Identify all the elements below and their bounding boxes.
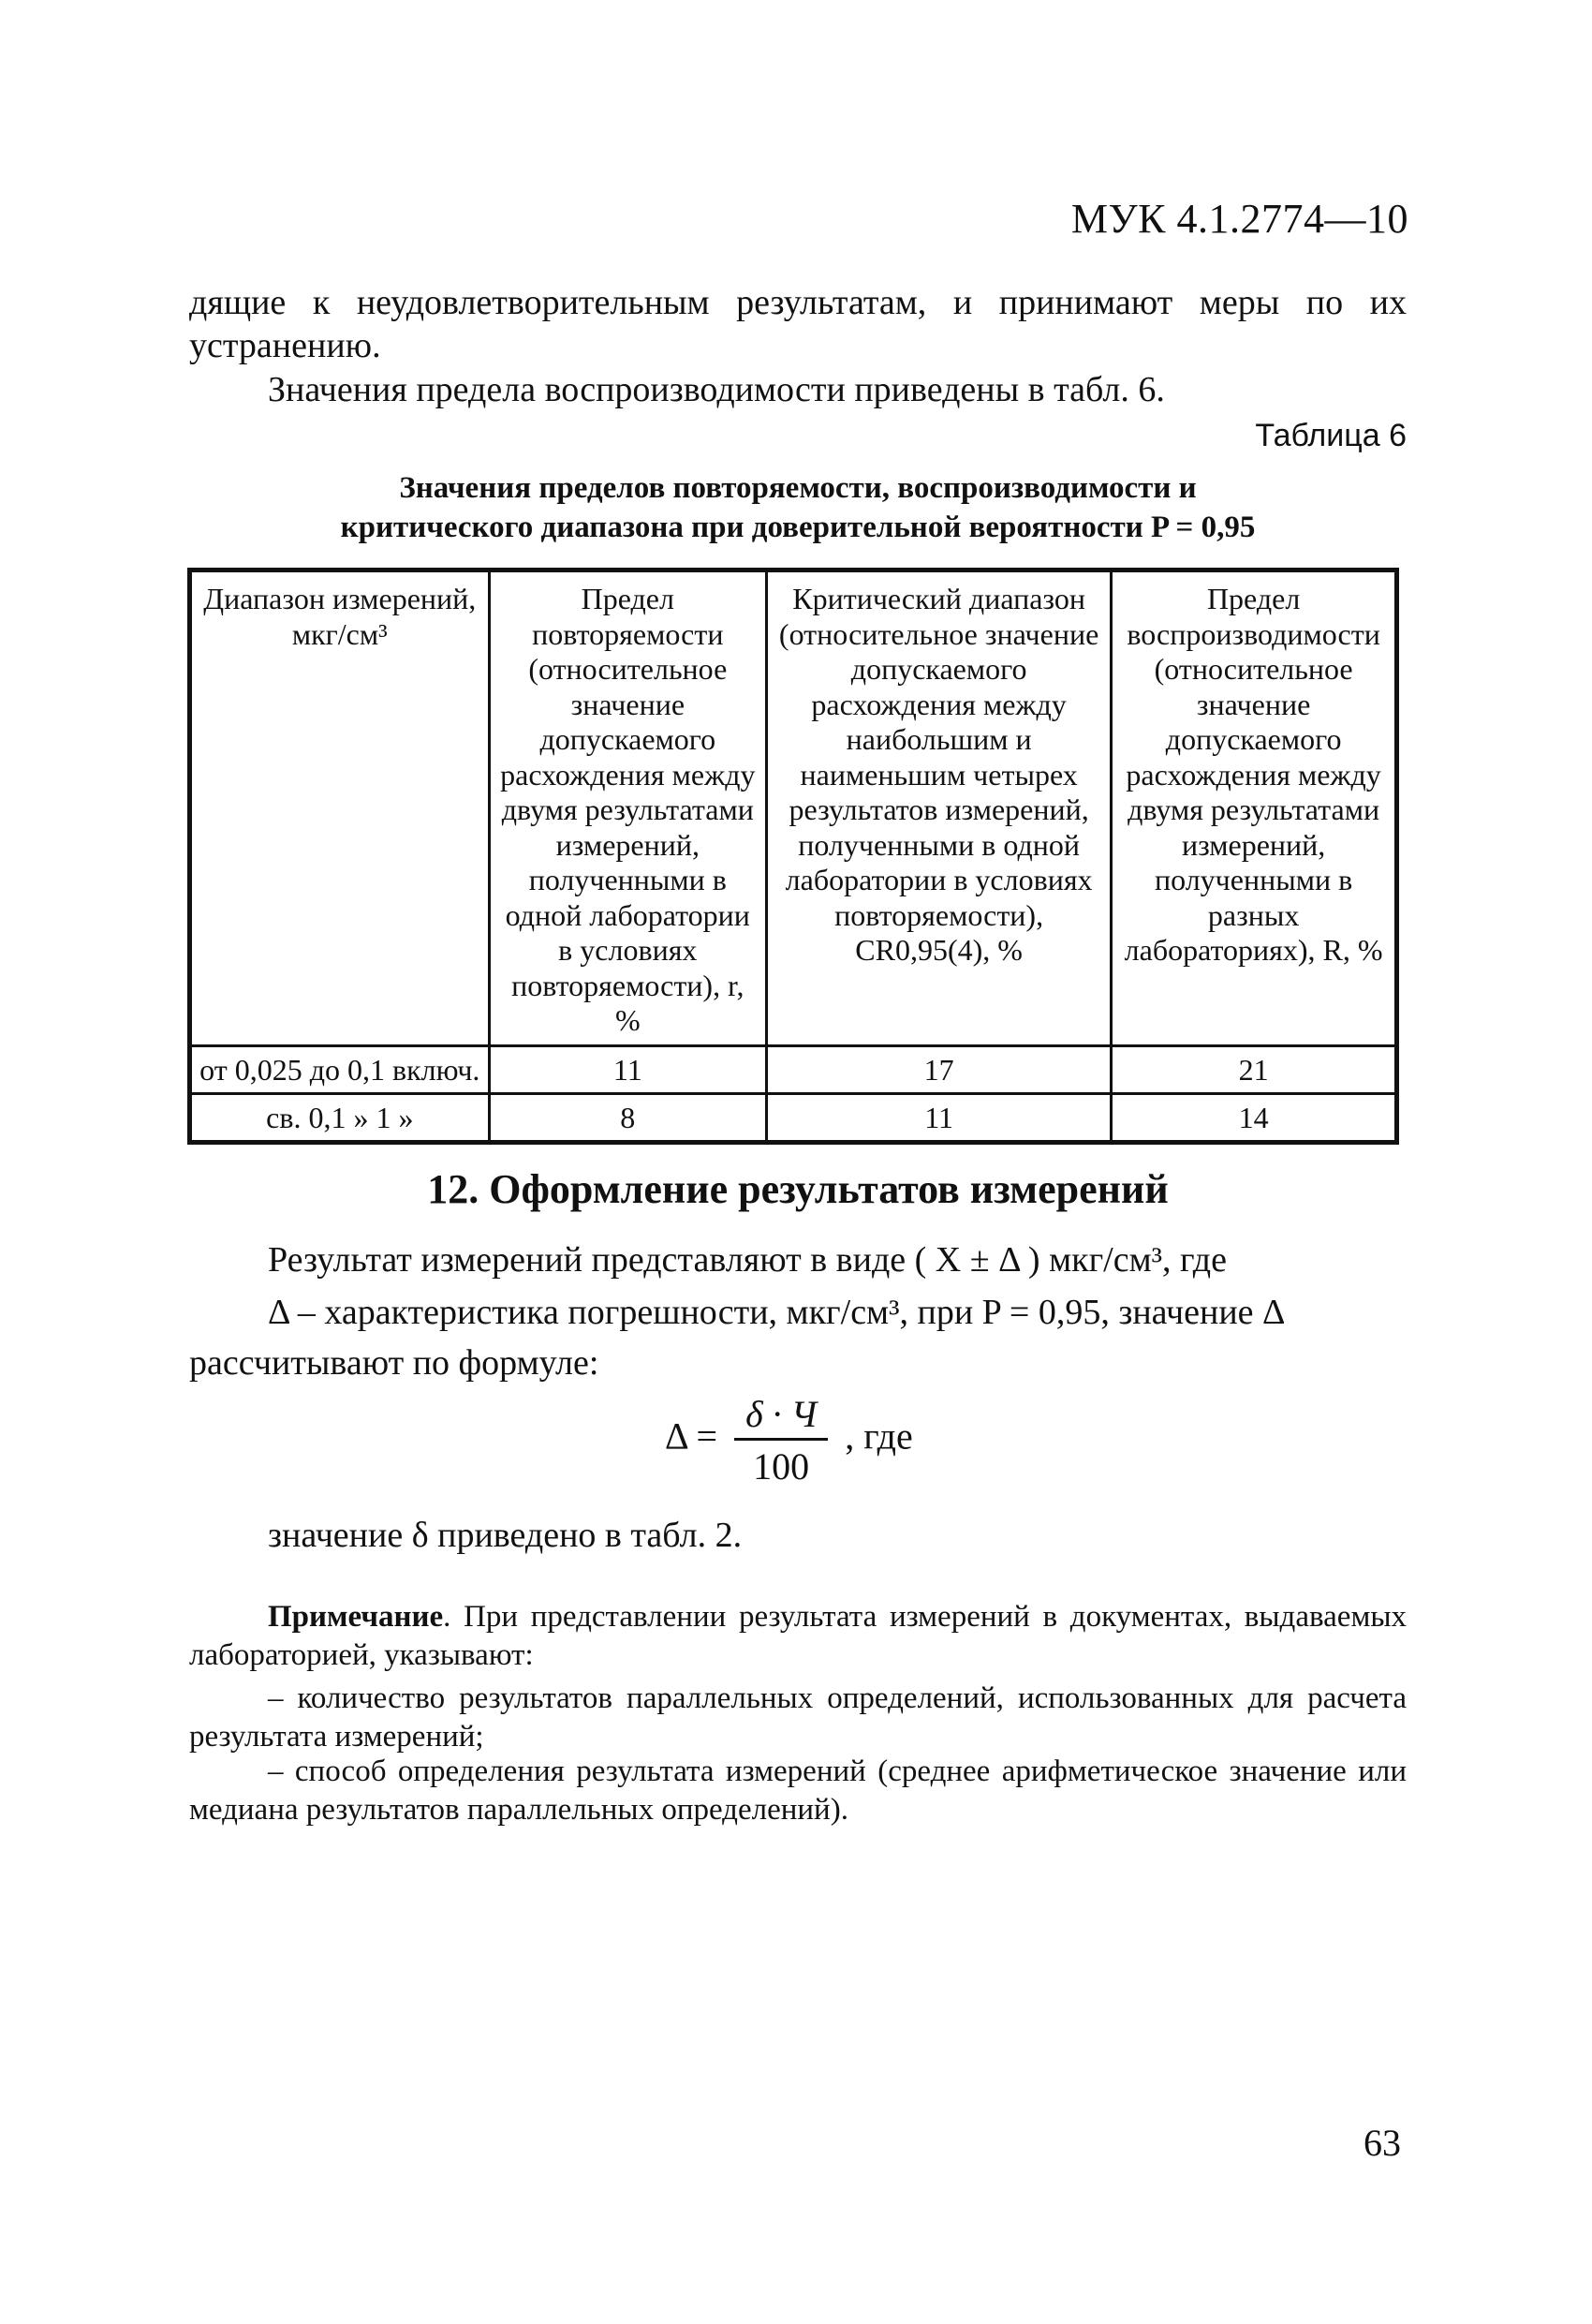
formula-tail: , где bbox=[845, 1414, 913, 1458]
note-label: Примечание bbox=[268, 1600, 444, 1634]
table-title bbox=[189, 468, 1407, 547]
cell-R: 14 bbox=[1112, 1093, 1397, 1142]
table-row bbox=[190, 1045, 1397, 1093]
paragraph-result-form: Результат измерений представляют в виде ( X ± Δ ) мкг/см³, где bbox=[268, 1240, 1227, 1280]
table-header-row bbox=[190, 570, 1397, 1046]
note-text: . При представлении результата измерений в документах, выдаваемых лабораторией, указывают: bbox=[189, 1600, 1407, 1672]
table-row bbox=[190, 1093, 1397, 1142]
header-range: Диапазон измерений, мкг/см³ bbox=[190, 570, 490, 1046]
paragraph-table-reference: Значения предела воспроизводимости приведены в табл. 6. bbox=[268, 370, 1165, 409]
header-repeatability: Предел повторяемости (относительное значение допускаемого расхождения между двумя результатами измерений, полученными в одной лаборатории в условиях повторяемости), r, % bbox=[489, 570, 766, 1046]
formula-fraction bbox=[734, 1392, 828, 1488]
cell-cr: 17 bbox=[767, 1045, 1112, 1093]
delta-formula bbox=[665, 1392, 913, 1488]
paragraph-formula-intro: рассчитывают по формуле: bbox=[189, 1343, 599, 1383]
cell-r: 11 bbox=[489, 1045, 766, 1093]
cell-r: 8 bbox=[489, 1093, 766, 1142]
cell-cr: 11 bbox=[767, 1093, 1112, 1142]
document-code: МУК 4.1.2774—10 bbox=[1070, 196, 1408, 242]
paragraph-continuation: дящие к неудовлетворительным результатам, и принимают меры по их устранению. bbox=[189, 283, 1407, 365]
note-item-count: – количество результатов параллельных определений, использованных для расчета результата измерений; bbox=[189, 1681, 1407, 1754]
note-item-method: – способ определения результата измерений (среднее арифметическое значение или медиана результатов параллельных определений). bbox=[189, 1754, 1407, 1827]
header-critical-range: Критический диапазон (относительное значение допускаемого расхождения между наибольшим и наименьшим четырех результатов измерений, полученными в одной лаборатории в условиях повторяемости), CR0,95(4), % bbox=[767, 570, 1112, 1046]
cell-range: св. 0,1 » 1 » bbox=[190, 1093, 490, 1142]
table-label: Таблица 6 bbox=[1255, 418, 1407, 453]
formula-numerator: δ · Ч bbox=[734, 1392, 828, 1441]
note-paragraph bbox=[189, 1598, 1407, 1675]
formula-denominator: 100 bbox=[753, 1445, 810, 1488]
table-title-line-1: Значения пределов повторяемости, воспроизводимости и bbox=[399, 471, 1197, 505]
paragraph-error-characteristic: Δ – характеристика погрешности, мкг/см³, при P = 0,95, значение Δ bbox=[268, 1293, 1286, 1332]
formula-lhs: Δ = bbox=[665, 1414, 718, 1458]
header-reproducibility: Предел воспроизводимости (относительное значение допускаемого расхождения между двумя результатами измерений, полученными в разных лабораториях), R, % bbox=[1112, 570, 1397, 1046]
cell-range: от 0,025 до 0,1 включ. bbox=[190, 1045, 490, 1093]
page-number: 63 bbox=[1364, 2122, 1401, 2164]
paragraph-delta-reference: значение δ приведено в табл. 2. bbox=[268, 1516, 743, 1555]
cell-R: 21 bbox=[1112, 1045, 1397, 1093]
table-title-line-2: критического диапазона при доверительной вероятности P = 0,95 bbox=[340, 511, 1256, 544]
section-title: 12. Оформление результатов измерений bbox=[427, 1166, 1169, 1212]
limits-table bbox=[187, 568, 1399, 1145]
